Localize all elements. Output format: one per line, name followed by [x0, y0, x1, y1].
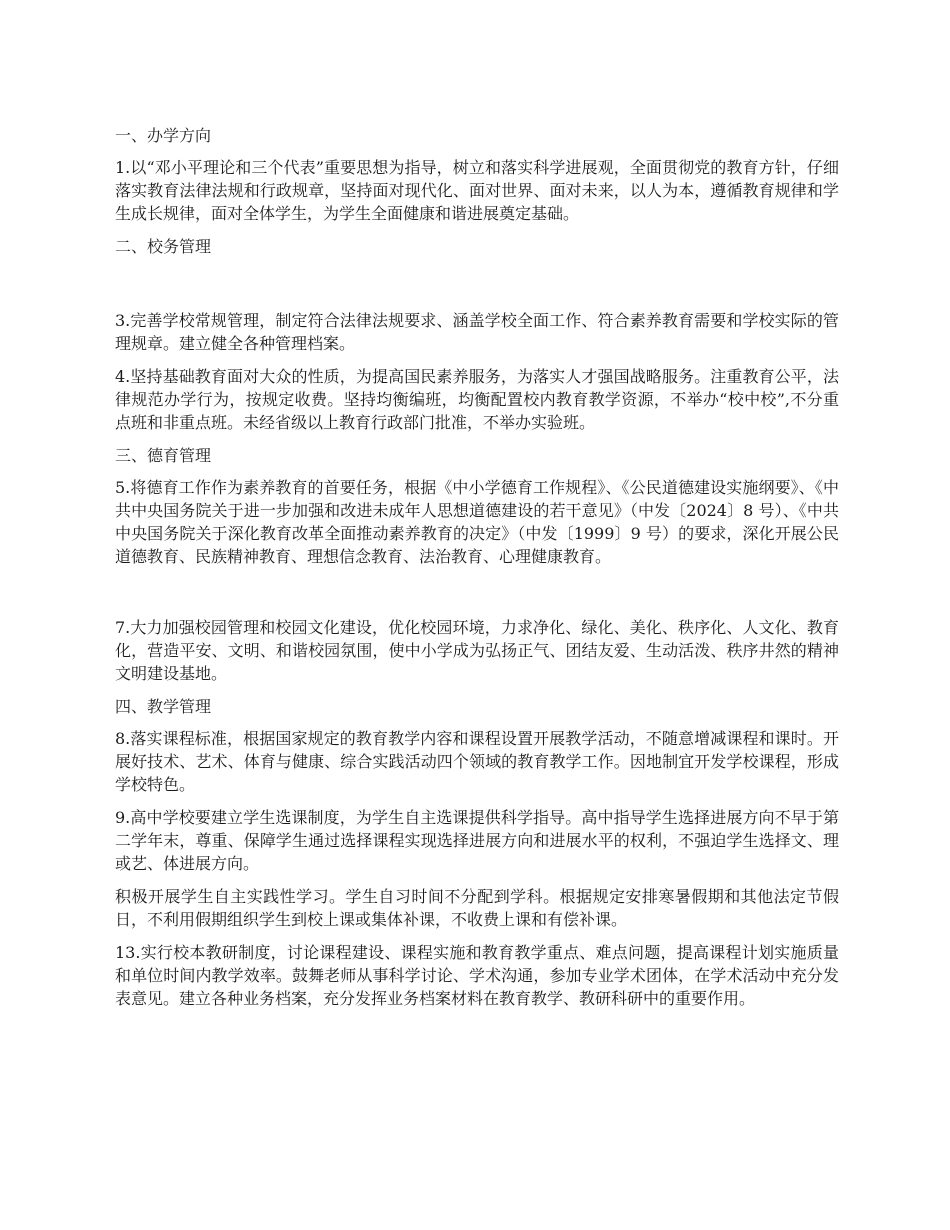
blank-gap: [115, 578, 839, 616]
paragraph-8: 8.落实课程标准，根据国家规定的教育教学内容和课程设置开展教学活动，不随意增减课程和课时。开展好技术、艺术、体育与健康、综合实践活动四个领域的教育教学工作。因地制宜开发学校课程，形成学校特色。: [115, 729, 839, 794]
paragraph-1: 1.以“邓小平理论和三个代表”重要思想为指导，树立和落实科学进展观，全面贯彻党的教育方针，仔细落实教育法律法规和行政规章，坚持面对现代化、面对世界、面对未来，以人为本，遵循教育规律和学生成长规律，面对全体学生，为学生全面健康和谐进展奠定基础。: [115, 158, 839, 223]
paragraph-10: 积极开展学生自主实践性学习。学生自习时间不分配到学科。根据规定安排寒暑假期和其他法定节假日，不利用假期组织学生到校上课或集体补课，不收费上课和有偿补课。: [115, 887, 839, 929]
section-heading-4: 四、教学管理: [115, 697, 212, 716]
document-page: [115, 124, 839, 1020]
blank-gap: [115, 267, 839, 309]
section-heading-1: 一、办学方向: [115, 126, 212, 145]
paragraph-3: 3.完善学校常规管理，制定符合法律法规要求、涵盖学校全面工作、符合素养教育需要和学校实际的管理规章。建立健全各种管理档案。: [115, 311, 839, 353]
paragraph-4: 4.坚持基础教育面对大众的性质，为提高国民素养服务，为落实人才强国战略服务。注重教育公平，法律规范办学行为，按规定收费。坚持均衡编班，均衡配置校内教育教学资源，不举办“校中校”,不分重点班和非重点班。未经省级以上教育行政部门批准，不举办实验班。: [115, 367, 839, 432]
paragraph-13: 13.实行校本教研制度，讨论课程建设、课程实施和教育教学重点、难点问题，提高课程计划实施质量和单位时间内教学效率。鼓舞老师从事科学讨论、学术沟通，参加专业学术团体，在学术活动中充分发表意见。建立各种业务档案，充分发挥业务档案材料在教育教学、教研科研中的重要作用。: [115, 943, 839, 1008]
paragraph-9: 9.高中学校要建立学生选课制度，为学生自主选课提供科学指导。高中指导学生选择进展方向不早于第二学年末，尊重、保障学生通过选择课程实现选择进展方向和进展水平的权利，不强迫学生选择文、理或艺、体进展方向。: [115, 808, 839, 873]
section-heading-2: 二、校务管理: [115, 237, 212, 256]
paragraph-5: 5.将德育工作作为素养教育的首要任务，根据《中小学德育工作规程》、《公民道德建设实施纲要》、《中共中央国务院关于进一步加强和改进未成年人思想道德建设的若干意见》（中发〔2024〕8 号）、《中共中央国务院关于深化教育改革全面推动素养教育的决定》（中发〔1999〕9 号）的要求，深化开展公民道德教育、民族精神教育、理想信念教育、法治教育、心理健康教育。: [115, 478, 839, 566]
section-heading-3: 三、德育管理: [115, 446, 212, 465]
paragraph-7: 7.大力加强校园管理和校园文化建设，优化校园环境，力求净化、绿化、美化、秩序化、人文化、教育化，营造平安、文明、和谐校园氛围，使中小学成为弘扬正气、团结友爱、生动活泼、秩序井然的精神文明建设基地。: [115, 618, 839, 683]
